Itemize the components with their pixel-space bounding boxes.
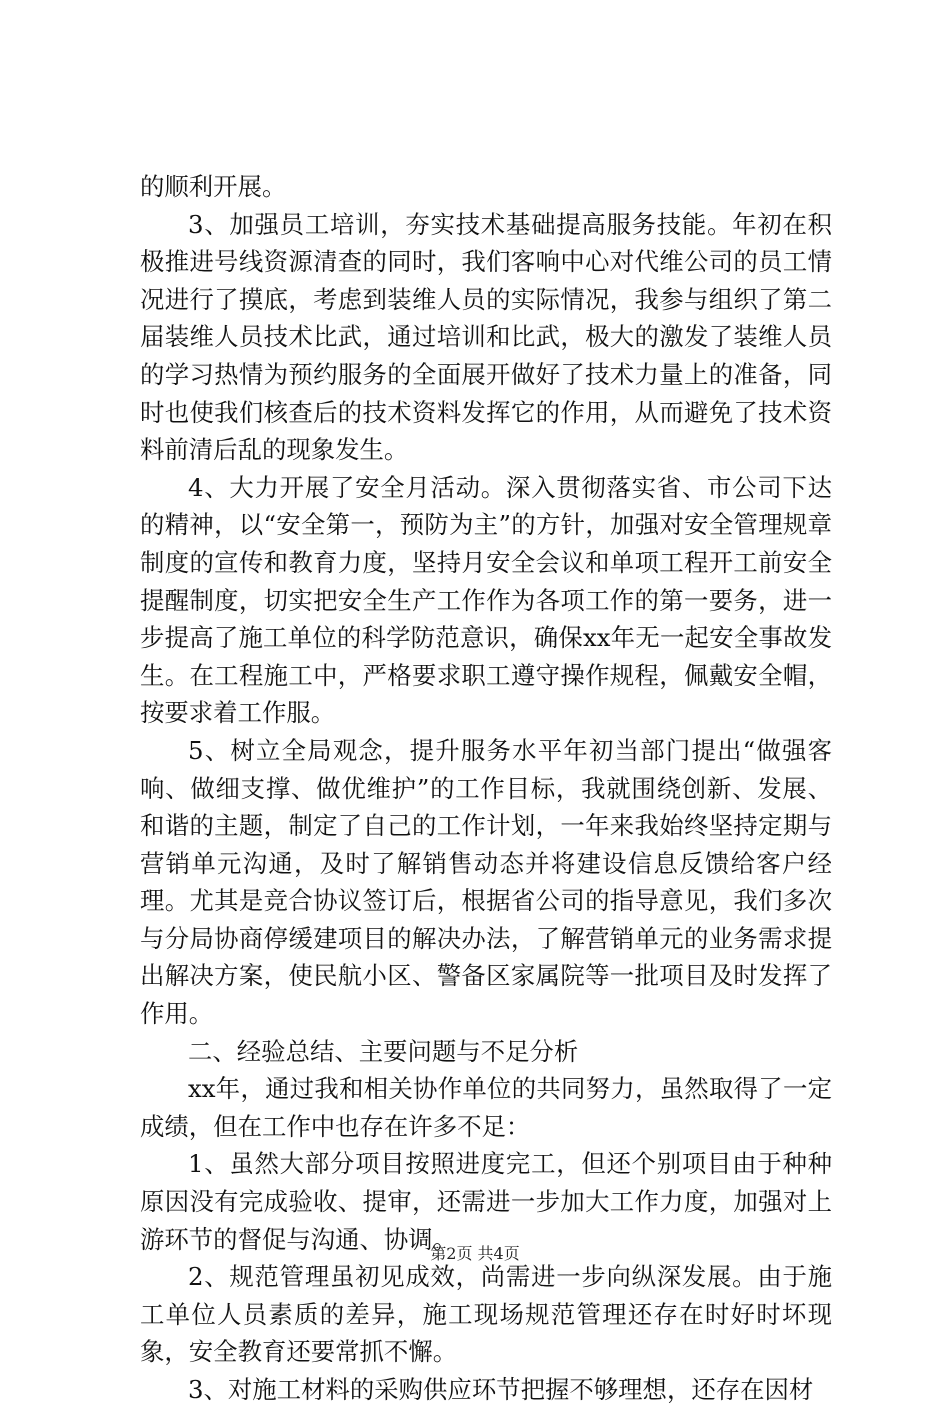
- paragraph-6: 1、虽然大部分项目按照进度完工，但还个别项目由于种种原因没有完成验收、提审，还需进一步加大工作力度，加强对上游环节的督促与沟通、协调。: [140, 1149, 832, 1254]
- paragraph-2: 4、大力开展了安全月活动。深入贯彻落实省、市公司下达的精神，以“安全第一，预防为主”的方针，加强对安全管理规章制度的宣传和教育力度，坚持月安全会议和单项工程开工前安全提醒制度，切实把安全生产工作作为各项工作的第一要务，进一步提高了施工单位的科学防范意识，确保xx年无一起安全事故发生。在工程施工中，严格要求职工遵守操作规程，佩戴安全帽，按要求着工作服。: [140, 472, 832, 728]
- paragraph-1: 3、加强员工培训，夯实技术基础提高服务技能。年初在积极推进号线资源清查的同时，我们客响中心对代维公司的员工情况进行了摸底，考虑到装维人员的实际情况，我参与组织了第二届装维人员技术比武，通过培训和比武，极大的激发了装维人员的学习热情为预约服务的全面展开做好了技术力量上的准备，同时也使我们核查后的技术资料发挥它的作用，从而避免了技术资料前清后乱的现象发生。: [140, 209, 832, 465]
- page-number-footer: 第2页 共4页: [430, 1244, 520, 1263]
- paragraph-8: 3、对施工材料的采购供应环节把握不够理想，还存在因材: [188, 1375, 814, 1404]
- document-body: [140, 168, 832, 1409]
- paragraph-3: 5、树立全局观念，提升服务水平年初当部门提出“做强客响、做细支撑、做优维护”的工作目标，我就围绕创新、发展、和谐的主题，制定了自己的工作计划，一年来我始终坚持定期与营销单元沟通，及时了解销售动态并将建设信息反馈给客户经理。尤其是竞合协议签订后，根据省公司的指导意见，我们多次与分局协商停缓建项目的解决办法，了解营销单元的业务需求提出解决方案，使民航小区、警备区家属院等一批项目及时发挥了作用。: [140, 735, 832, 1029]
- section-heading: 二、经验总结、主要问题与不足分析: [188, 1036, 579, 1066]
- paragraph-7: 2、规范管理虽初见成效，尚需进一步向纵深发展。由于施工单位人员素质的差异，施工现场规范管理还存在时好时坏现象，安全教育还要常抓不懈。: [140, 1262, 832, 1367]
- paragraph-5: xx年，通过我和相关协作单位的共同努力，虽然取得了一定成绩，但在工作中也存在许多不足：: [140, 1074, 832, 1141]
- paragraph-0: 的顺利开展。: [140, 172, 287, 201]
